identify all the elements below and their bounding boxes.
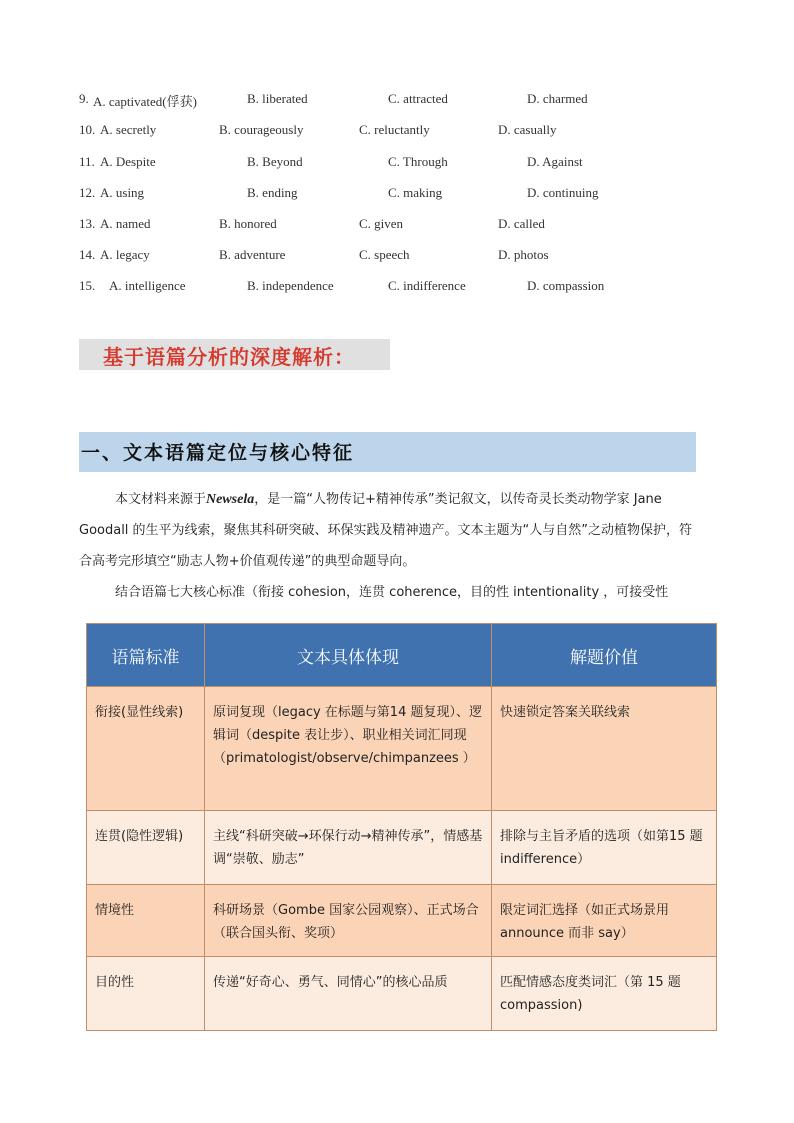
table-cell: 情境性 (87, 885, 205, 957)
question-number: 13. (79, 216, 96, 231)
paragraph-text: ，是一篇“人物传记+精神传承”类记叙文，以传奇灵长类动物学家 Jane Goodall 的生平为线索，聚焦其科研突破、环保实践及精神遗产。文本主题为“人与自然”之动植物保护，符合高考完形填空“励志人物+价值观传递”的典型命题导向。 (79, 492, 693, 569)
table-cell: 衔接(显性线索) (87, 687, 205, 811)
section-title-box (79, 432, 696, 472)
option-a: A. Despite (100, 154, 156, 169)
question-number: 10. (79, 122, 96, 137)
option-b: B. independence (247, 278, 334, 293)
paragraph: 结合语篇七大核心标准（衔接 cohesion，连贯 coherence，目的性 intentionality ，可接受性 (115, 585, 669, 600)
option-c: C. Through (388, 154, 448, 169)
option-d: D. called (498, 216, 545, 231)
table-cell: 目的性 (87, 957, 205, 1031)
table-cell: 匹配情感态度类词汇（第 15 题 compassion) (492, 957, 717, 1031)
option-b: B. ending (247, 185, 298, 200)
option-a: A. captivated(俘获) (93, 94, 197, 109)
option-c: C. attracted (388, 91, 448, 106)
option-a: A. legacy (100, 247, 150, 262)
option-d: D. photos (498, 247, 549, 262)
option-c: C. reluctantly (359, 122, 430, 137)
table-header: 解题价值 (492, 624, 717, 687)
table-cell: 快速锁定答案关联线索 (492, 687, 717, 811)
paragraph (79, 484, 696, 577)
table-row (87, 957, 717, 1031)
option-d: D. casually (498, 122, 557, 137)
section-title: 一、文本语篇定位与核心特征 (81, 442, 355, 464)
analysis-heading-box (79, 339, 390, 370)
option-b: B. liberated (247, 91, 308, 106)
table-cell: 限定词汇选择（如正式场景用 announce 而非 say） (492, 885, 717, 957)
option-d: D. continuing (527, 185, 599, 200)
question-number: 12. (79, 185, 96, 200)
table-cell: 传递“好奇心、勇气、同情心”的核心品质 (205, 957, 492, 1031)
option-b: B. courageously (219, 122, 304, 137)
table-header-row (87, 624, 717, 687)
table-header: 语篇标准 (87, 624, 205, 687)
option-a: A. named (100, 216, 151, 231)
table-row (87, 811, 717, 885)
source-name: Newsela (206, 492, 255, 507)
option-c: C. indifference (388, 278, 466, 293)
question-number: 14. (79, 247, 96, 262)
option-d: D. compassion (527, 278, 605, 293)
table-cell: 连贯(隐性逻辑) (87, 811, 205, 885)
question-number: 9. (79, 91, 89, 106)
option-c: C. making (388, 185, 443, 200)
table-header: 文本具体体现 (205, 624, 492, 687)
table-row (87, 687, 717, 811)
table-cell: 原词复现（legacy 在标题与第14 题复现）、逻辑词（despite 表让步）、职业相关词汇同现（primatologist/observe/chimpanzees ） (205, 687, 492, 811)
option-a: A. intelligence (109, 278, 186, 293)
table-cell: 科研场景（Gombe 国家公园观察）、正式场合（联合国头衔、奖项） (205, 885, 492, 957)
question-number: 15. (79, 278, 96, 293)
discourse-standards-table (86, 623, 717, 1031)
option-c: C. speech (359, 247, 410, 262)
option-a: A. using (100, 185, 145, 200)
paragraph-text: 本文材料来源于 (115, 492, 207, 507)
body-text (79, 484, 696, 608)
option-b: B. Beyond (247, 154, 303, 169)
table-cell: 排除与主旨矛盾的选项（如第15 题 indifference） (492, 811, 717, 885)
option-b: B. adventure (219, 247, 286, 262)
analysis-heading: 基于语篇分析的深度解析： (103, 345, 355, 369)
option-d: D. Against (527, 154, 583, 169)
option-c: C. given (359, 216, 404, 231)
option-d: D. charmed (527, 91, 588, 106)
question-number: 11. (79, 154, 95, 169)
option-b: B. honored (219, 216, 277, 231)
table-row (87, 885, 717, 957)
option-a: A. secretly (100, 122, 157, 137)
table-cell: 主线“科研突破→环保行动→精神传承”，情感基调“崇敬、励志” (205, 811, 492, 885)
